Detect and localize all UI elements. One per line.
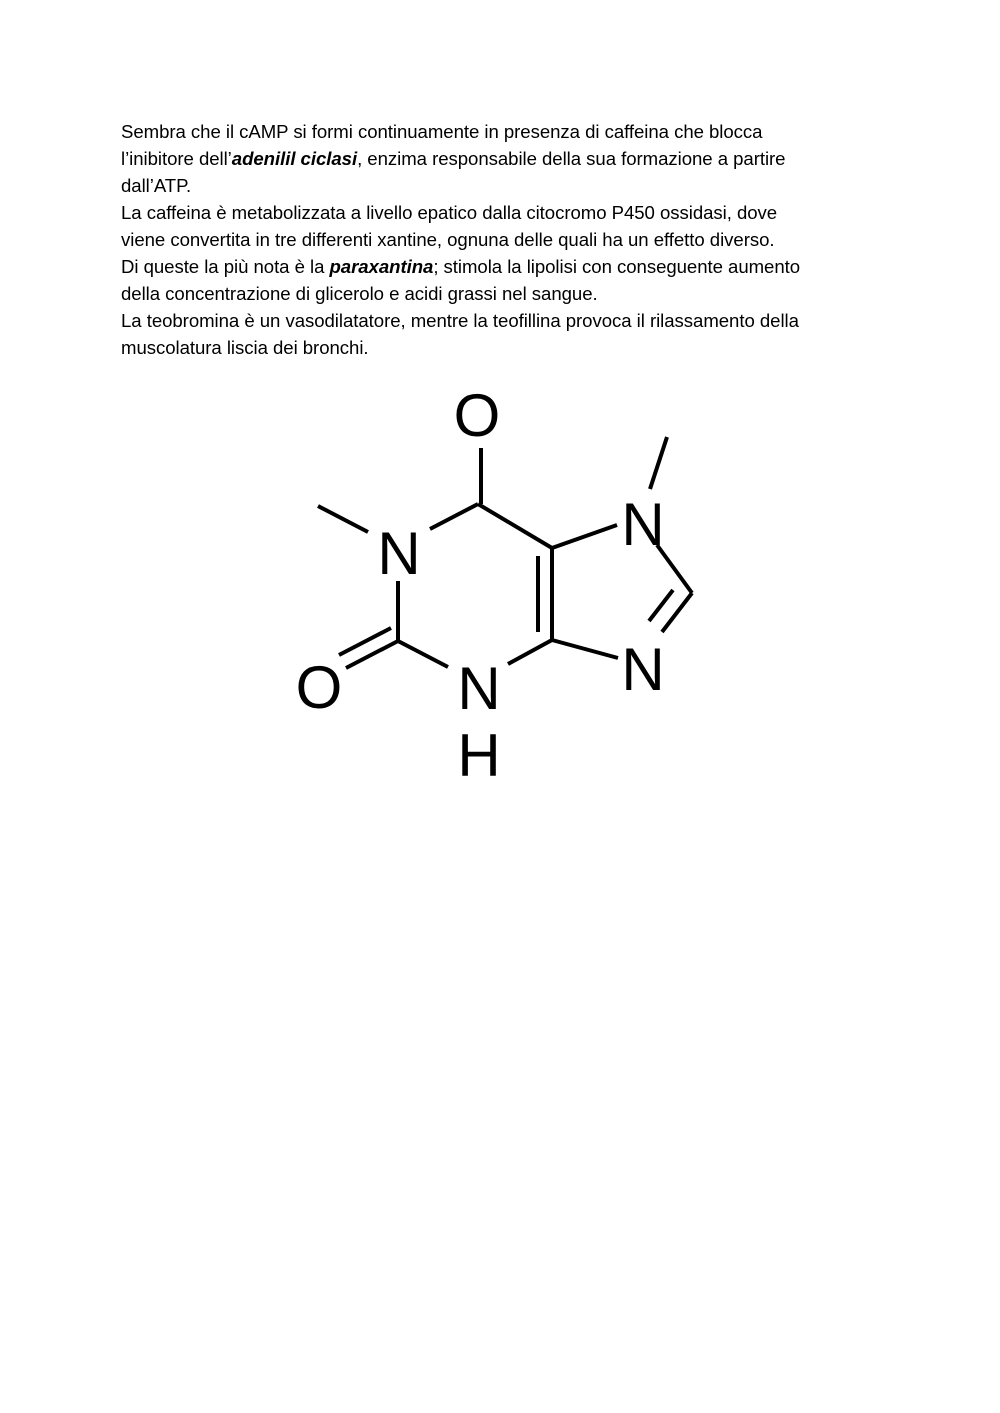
emphasis-paraxantina: paraxantina [329,256,434,277]
bond-c4-n3 [508,640,552,664]
atom-n1: N [377,520,421,587]
molecule-svg [290,385,710,785]
text-line: della concentrazione di glicerolo e acidi grassi nel sangue. [121,283,598,304]
bond-c6-c5 [478,504,552,548]
text-line: La teobromina è un vasodilatatore, mentre la teofillina provoca il rilassamento della [121,310,799,331]
bond-n1-methyl [318,506,368,532]
text-line: dall’ATP. [121,175,192,196]
text-line: l’inibitore dell’adenilil ciclasi, enzima responsabile della sua formazione a partire [121,148,786,169]
bond-n9-c4 [552,640,618,658]
bond-n1-c6 [430,504,478,529]
atom-o-left: O [295,654,343,721]
atom-o-top: O [453,385,501,449]
bond-c8-n9-inner [649,590,673,621]
paraxanthine-structure-figure [290,385,710,785]
bond-c2-o-inner [339,628,391,655]
atom-h3: H [457,722,501,785]
text-line: Sembra che il cAMP si formi continuamente in presenza di caffeina che blocca [121,121,763,142]
text-line: La caffeina è metabolizzata a livello epatico dalla citocromo P450 ossidasi, dove [121,202,778,223]
atom-labels [296,385,665,785]
bond-c5-n7 [552,525,617,548]
text-line: viene convertita in tre differenti xantine, ognuna delle quali ha un effetto diverso. [121,229,775,250]
atom-n7: N [621,491,665,558]
text-line: muscolatura liscia dei bronchi. [121,337,369,358]
atom-n3: N [457,655,501,722]
text-line: Di queste la più nota è la paraxantina; stimola la lipolisi con conseguente aumento [121,256,801,277]
bond-n3-c2 [398,641,448,667]
emphasis-adenilil-ciclasi: adenilil ciclasi [231,148,358,169]
bond-c2-o [346,641,398,668]
body-text [121,118,891,361]
atom-n9: N [621,636,665,703]
bond-n7-methyl [650,437,667,489]
